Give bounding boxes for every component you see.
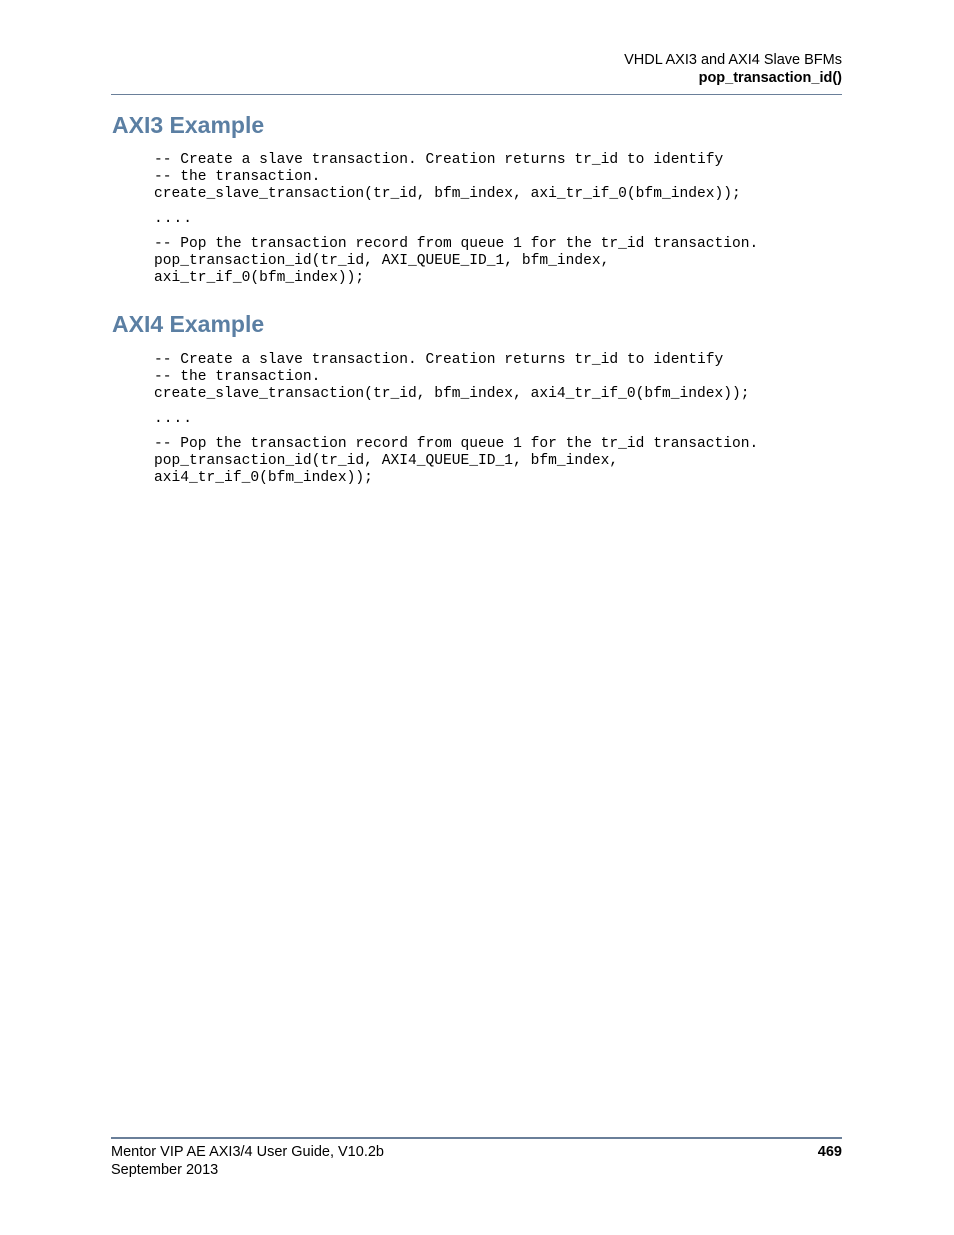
guide-title: Mentor VIP AE AXI3/4 User Guide, V10.2b [111,1144,384,1160]
publication-date: September 2013 [111,1161,219,1178]
chapter-title: VHDL AXI3 and AXI4 Slave BFMs [624,52,842,68]
header-rule [111,94,842,95]
axi3-example-heading: AXI3 Example [112,112,265,138]
axi4-example-heading: AXI4 Example [112,311,265,337]
axi3-code-create: -- Create a slave transaction. Creation returns tr_id to identify -- the transaction. create_slave_transaction(tr_id, bfm_index, axi_tr_if_0(bfm_index)); [154,152,741,202]
running-header [624,51,842,87]
running-footer [111,1144,384,1179]
axi3-code-pop: -- Pop the transaction record from queue 1 for the tr_id transaction. pop_transaction_id(tr_id, AXI_QUEUE_ID_1, bfm_index, axi_tr_if_0(bfm_index)); [154,236,759,286]
page-number: 469 [817,1144,842,1160]
section-title: pop_transaction_id() [698,70,842,86]
axi4-code-ellipsis: .... [154,411,194,427]
axi4-code-create: -- Create a slave transaction. Creation returns tr_id to identify -- the transaction. create_slave_transaction(tr_id, bfm_index, axi4_tr_if_0(bfm_index)); [154,352,750,402]
axi4-code-pop: -- Pop the transaction record from queue 1 for the tr_id transaction. pop_transaction_id(tr_id, AXI4_QUEUE_ID_1, bfm_index, axi4_tr_if_0(bfm_index)); [154,436,759,486]
footer-rule [111,1137,842,1139]
axi3-code-ellipsis: .... [154,211,194,227]
